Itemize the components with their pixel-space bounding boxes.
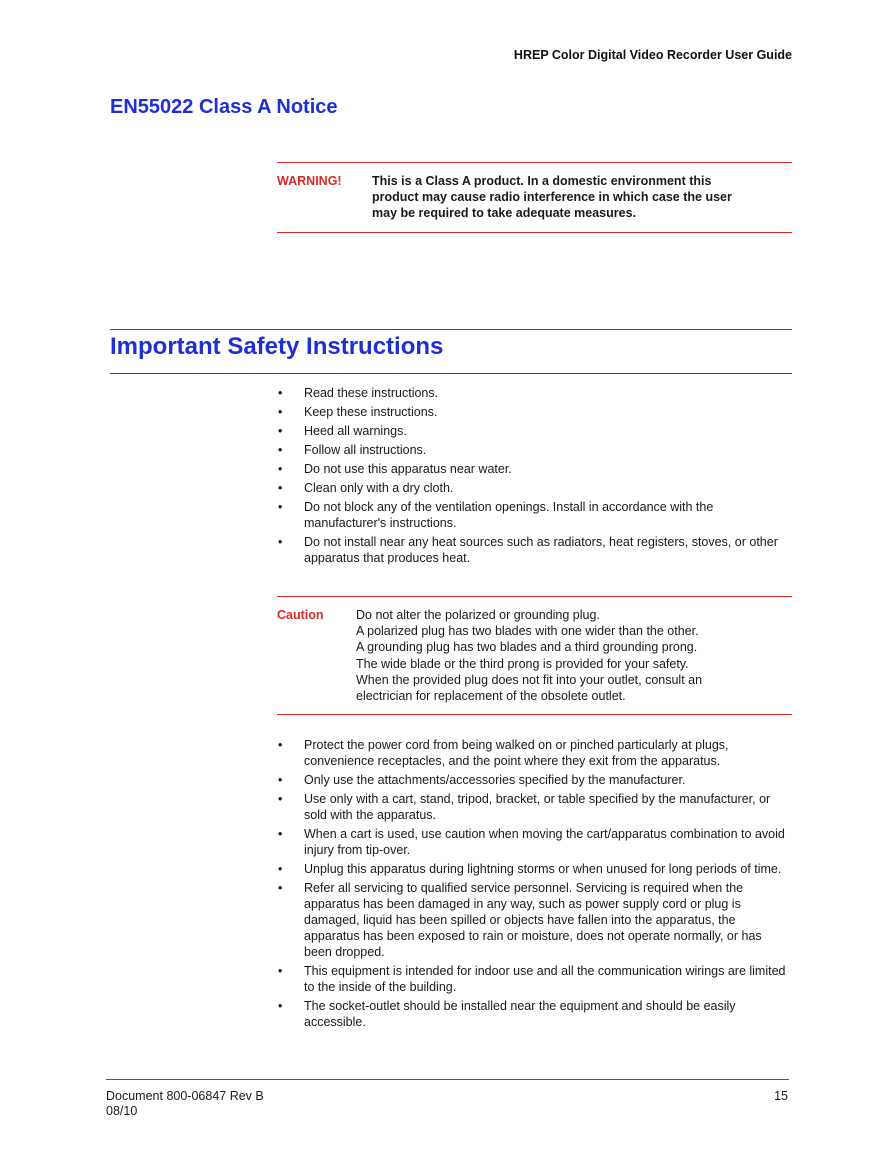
list-item: • Keep these instructions. [278,405,438,419]
footer-rule [106,1079,789,1080]
list-item: • Do not install near any heat sources such as radiators, heat registers, stoves, or other apparatus that produces heat. [278,535,778,565]
list-item: • Heed all warnings. [278,424,407,438]
list-item: • Follow all instructions. [278,443,427,457]
caution-text: Do not alter the polarized or grounding plug. A polarized plug has two blades with one wider than the other. A grounding plug has two blades and a third grounding prong. The wide blade or the third prong is provided for your safety. When the provided plug does not fit into your outlet, consult an electrician for replacement of the obsolete outlet. [356,608,703,704]
caution-bottom-rule [277,714,792,715]
list-item: • Clean only with a dry cloth. [278,481,454,495]
list-item: • Use only with a cart, stand, tripod, bracket, or table specified by the manufacturer, or sold with the apparatus. [278,792,771,822]
caution-callout [277,607,792,704]
safety-top-rule [110,329,792,330]
warning-top-rule [277,162,792,163]
warning-callout [277,173,792,222]
warning-label: WARNING! [277,174,342,188]
warning-bottom-rule [277,232,792,233]
footer-document-info [106,1089,264,1118]
safety-bottom-rule [110,373,792,374]
caution-top-rule [277,596,792,597]
list-item: • Refer all servicing to qualified service personnel. Servicing is required when the apparatus has been damaged in any way, such as power supply cord or plug is damaged, liquid has been spilled or objects have fallen into the apparatus, the apparatus has been exposed to rain or moisture, does not operate normally, or has been dropped. [278,881,762,959]
warning-text: This is a Class A product. In a domestic environment this product may cause radio interference in which case the user may be required to take adequate measures. [372,174,732,221]
page-number: 15 [774,1089,788,1103]
safety-bullet-list-top [277,385,792,569]
list-item: • Unplug this apparatus during lightning storms or when unused for long periods of time. [278,862,782,876]
list-item: • The socket-outlet should be installed near the equipment and should be easily accessible. [278,999,736,1029]
list-item: • Read these instructions. [278,386,439,400]
list-item: • Protect the power cord from being walked on or pinched particularly at plugs, convenience receptacles, and the point where they exit from the apparatus. [278,738,729,768]
caution-label: Caution [277,608,324,622]
list-item: • Do not block any of the ventilation openings. Install in accordance with the manufacturer's instructions. [278,500,714,530]
running-header: HREP Color Digital Video Recorder User Guide [513,48,792,62]
en55022-title: EN55022 Class A Notice [110,96,338,118]
document-number: Document 800-06847 Rev B [106,1089,264,1103]
list-item: • When a cart is used, use caution when moving the cart/apparatus combination to avoid injury from tip-over. [278,827,785,857]
list-item: • Do not use this apparatus near water. [278,462,512,476]
safety-bullet-list-bottom [277,737,792,1033]
safety-title: Important Safety Instructions [110,333,444,360]
list-item: • Only use the attachments/accessories specified by the manufacturer. [278,773,686,787]
list-item: • This equipment is intended for indoor use and all the communication wirings are limited to the inside of the building. [278,964,786,994]
document-date: 08/10 [106,1103,138,1118]
